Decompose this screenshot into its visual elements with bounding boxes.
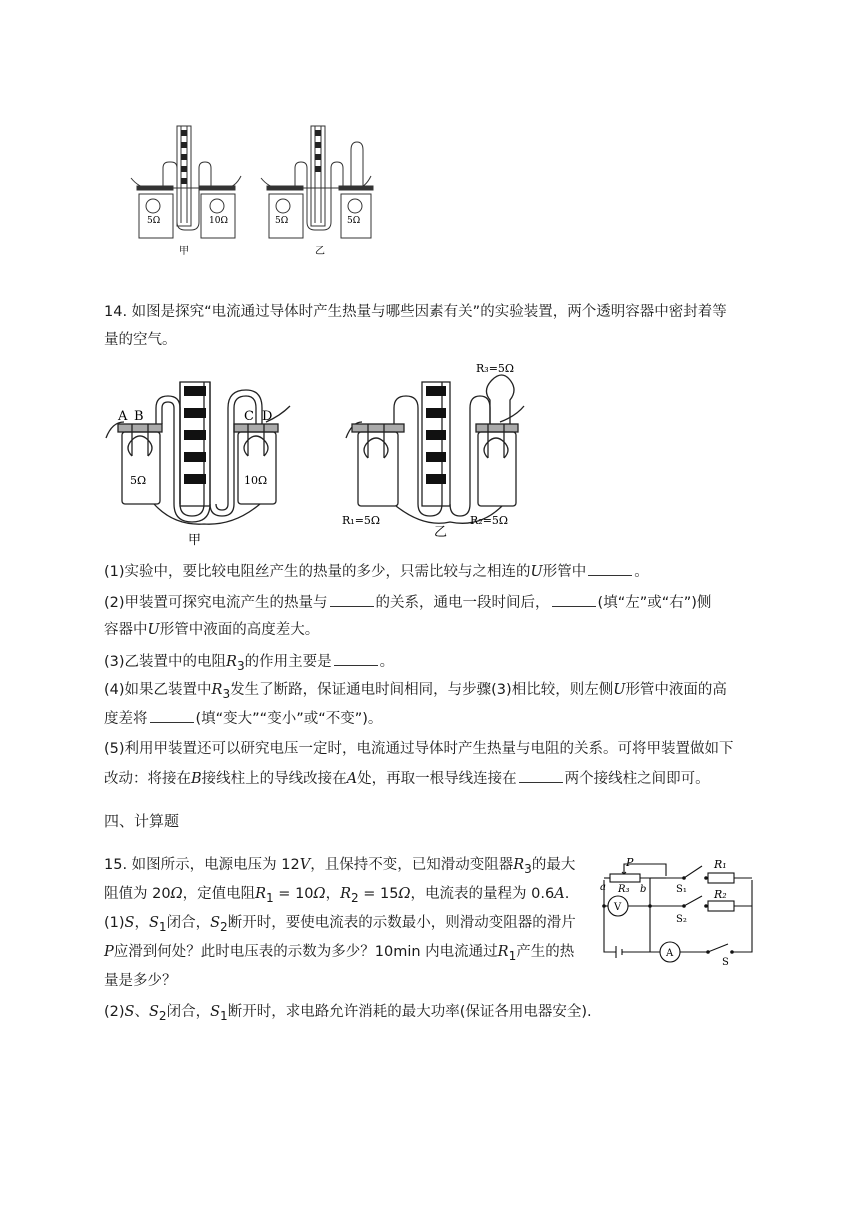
answer-blank[interactable] (150, 708, 194, 723)
q14-fig-jia: 甲 (188, 533, 202, 548)
q14-part5-line2: 改动：将接在B接线柱上的导线改接在A处，再取一根导线连接在 两个接线柱之间即可。 (104, 768, 710, 789)
circuit-S2: S₂ (676, 914, 687, 925)
top-figure (125, 118, 375, 258)
circuit-R2: R₂ (714, 888, 727, 901)
q14-fig-C: C (244, 409, 254, 424)
top-label-yi: 乙 (315, 246, 325, 257)
answer-blank[interactable] (519, 768, 563, 783)
q15-line6: (2)S、$S_2$闭合，$S_1$断开时，求电路允许消耗的最大功率(保证各用电器安全). (104, 1004, 592, 1023)
q15-line1: 15. 如图所示，电源电压为 12V，且保持不变，已知滑动变阻器$R_3$的最大 (104, 857, 576, 876)
answer-blank[interactable] (330, 592, 374, 607)
q14-fig-B: B (134, 409, 144, 424)
q15-line2: 阻值为 20Ω，定值电阻$R_1 = 10\Omega$，$R_2 = 15\Omega$，电流表的量程为 0.6A. (104, 886, 570, 905)
q15-circuit (596, 852, 760, 968)
circuit-S: S (722, 957, 729, 968)
q15-line5: 量是多少？ (104, 973, 177, 989)
q14-fig-A: A (118, 409, 128, 424)
section-heading: 四、计算题 (104, 812, 180, 830)
q14-stem-line1: 14. 如图是探究“电流通过导体时产生热量与哪些因素有关”的实验装置，两个透明容器中密封着等 (104, 304, 727, 320)
q14-fig-r10: 10Ω (244, 474, 268, 487)
circuit-b: b (640, 884, 647, 895)
q14-fig-R1: R₁=5Ω (342, 514, 381, 527)
q14-part1: (1)实验中，要比较电阻丝产生的热量的多少，只需比较与之相连的U形管中 。 (104, 561, 649, 582)
answer-blank[interactable] (334, 651, 378, 666)
answer-blank[interactable] (552, 592, 596, 607)
answer-blank[interactable] (588, 561, 632, 576)
top-r-left-b: 10Ω (209, 216, 228, 226)
top-r-right-a: 5Ω (275, 216, 289, 226)
q15-line4: P应滑到何处？此时电压表的示数为多少？10min 内电流通过$R_1$产生的热 (104, 944, 575, 963)
q14-part4-line1: (4)如果乙装置中$R_3$发生了断路，保证通电时间相同，与步骤(3)相比较，则左侧U形管中液面的高 (104, 682, 727, 701)
q14-fig-r5: 5Ω (130, 474, 147, 487)
circuit-R3: R₃ (618, 884, 630, 895)
top-label-jia: 甲 (179, 246, 189, 257)
q14-figure (104, 356, 534, 548)
circuit-A: A (666, 948, 674, 959)
q14-stem-line2: 量的空气。 (104, 332, 177, 348)
top-r-right-b: 5Ω (347, 216, 361, 226)
q14-fig-D: D (262, 409, 273, 424)
q14-part5-line1: (5)利用甲装置还可以研究电压一定时，电流通过导体时产生热量与电阻的关系。可将甲装置做如下 (104, 741, 734, 757)
q14-fig-yi: 乙 (434, 525, 448, 540)
circuit-P: P (626, 856, 634, 869)
circuit-V: V (614, 902, 622, 913)
q14-part3: (3)乙装置中的电阻$R_3$的作用主要是 。 (104, 651, 394, 676)
q14-fig-R2: R₂=5Ω (470, 514, 509, 527)
q15-line3: (1)S，$S_1$闭合，$S_2$断开时，要使电流表的示数最小，则滑动变阻器的滑片 (104, 915, 576, 934)
q14-part2-line2: 容器中U形管中液面的高度差大。 (104, 622, 320, 638)
q14-part2-line1: (2)甲装置可探究电流产生的热量与 的关系，通电一段时间后， (填“左”或“右”)侧 (104, 592, 711, 613)
q14-fig-R3: R₃=5Ω (476, 362, 515, 375)
top-r-left-a: 5Ω (147, 216, 161, 226)
circuit-a: a (600, 882, 606, 893)
q14-part4-line2: 度差将 (填“变大”“变小”或“不变”)。 (104, 708, 382, 729)
circuit-S1: S₁ (676, 884, 687, 895)
circuit-R1: R₁ (714, 858, 727, 871)
